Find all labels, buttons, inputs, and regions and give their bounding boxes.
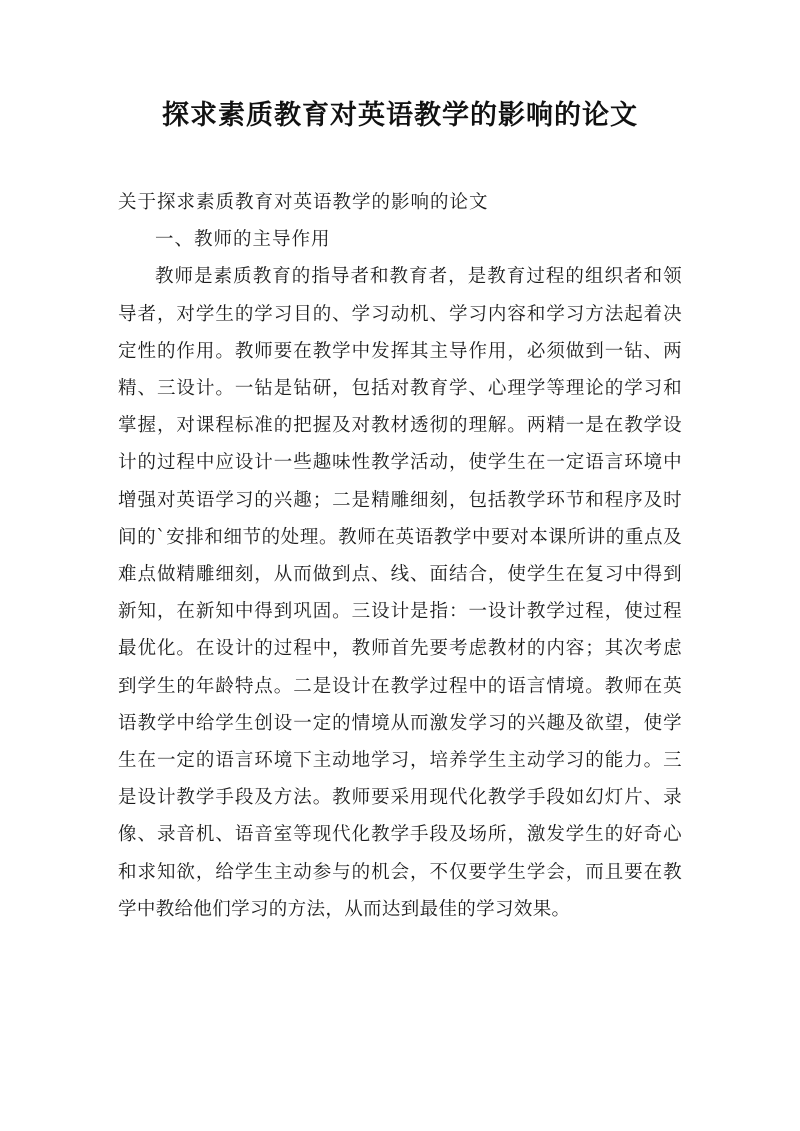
section-heading: 一、教师的主导作用 [155,229,331,251]
intro-line: 关于探求素质教育对英语教学的影响的论文 [118,192,489,213]
document-title: 探求素质教育对英语教学的影响的论文 [162,100,638,131]
document-body [118,184,682,928]
body-paragraph: 教师是素质教育的指导者和教育者，是教育过程的组织者和领导者，对学生的学习目的、学习动机、学习内容和学习方法起着决定性的作用。教师要在教学中发挥其主导作用，必须做到一钻、两精、三设计。一钻是钻研，包括对教育学、心理学等理论的学习和掌握，对课程标准的把握及对教材透彻的理解。两精一是在教学设计的过程中应设计一些趣味性教学活动，使学生在一定语言环境中增强对英语学习的兴趣；二是精雕细刻，包括教学环节和程序及时间的`安排和细节的处理。教师在英语教学中要对本课所讲的重点及难点做精雕细刻，从而做到点、线、面结合，使学生在复习中得到新知，在新知中得到巩固。三设计是指：一设计教学过程，使过程最优化。在设计的过程中，教师首先要考虑教材的内容；其次考虑到学生的年龄特点。二是设计在教学过程中的语言情境。教师在英语教学中给学生创设一定的情境从而激发学习的兴趣及欲望，使学生在一定的语言环境下主动地学习，培养学生主动学习的能力。三是设计教学手段及方法。教师要采用现代化教学手段如幻灯片、录像、录音机、语音室等现代化教学手段及场所，激发学生的好奇心和求知欲，给学生主动参与的机会，不仅要学生学会，而且要在教学中教给他们学习的方法，从而达到最佳的学习效果。 [118,266,682,920]
